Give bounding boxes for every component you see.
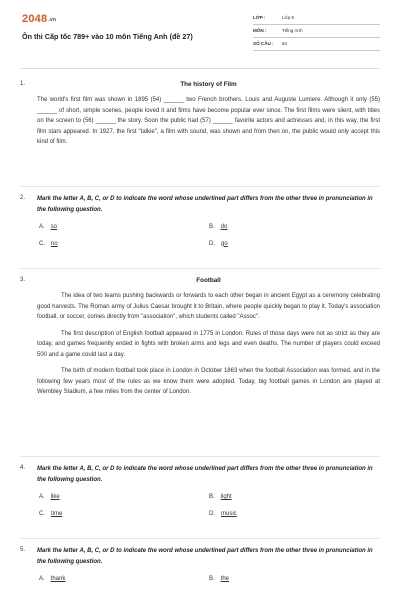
option-word: like [50, 494, 60, 500]
option-c[interactable] [39, 510, 209, 519]
option-letter: D. [209, 510, 215, 517]
logo-suffix: .vn [48, 17, 57, 23]
option-word: light [220, 494, 232, 500]
option-letter: B. [209, 494, 215, 500]
option-letter: A. [39, 224, 45, 230]
passage-text: The world's first film was shown in 1895 (54) ______ two French brothers, Louis and Auguste Lumiere. Although it only (55) ______ of short, simple scenes, people loved it and films have become popular ever since. The first films were silent, with titles on the screen to (56) ______ the story. Soon the public had (57) ______ favorite actors and actresses and, in this way, the first film stars appeared. In 1927, the first "talkie", a film with sound, was shown and from then on, the public would only accept this kind of film. [37, 97, 380, 146]
question-2 [20, 194, 380, 248]
option-word: the [220, 576, 230, 582]
option-d[interactable] [209, 510, 379, 519]
page-header [20, 10, 380, 66]
option-b[interactable] [209, 223, 379, 232]
option-word: do [220, 224, 228, 230]
passage-heading: The history of Film [180, 81, 237, 88]
exam-title: Ôn thi Cấp tốc 789+ vào 10 môn Tiếng Anh (đề 27) [22, 32, 193, 41]
site-logo[interactable] [22, 12, 56, 28]
option-word: time [51, 510, 63, 517]
option-word: no [51, 240, 58, 247]
option-letter: A. [39, 576, 45, 582]
option-a[interactable] [39, 493, 209, 502]
meta-value: Lớp 9 [282, 14, 294, 20]
answer-options [39, 493, 380, 518]
question-divider [20, 186, 380, 187]
option-letter: C. [39, 240, 45, 247]
meta-label: MÔN : [253, 27, 267, 33]
meta-row-subject [253, 25, 380, 38]
question-divider [20, 538, 380, 539]
meta-label: LỚP : [253, 14, 266, 20]
option-letter: C. [39, 510, 45, 517]
option-b[interactable] [209, 575, 379, 584]
passage-paragraph: The birth of modern football took place in London in October 1863 when the football Association was formed, and in the following few years most of the rules as we know them were adopted. Today, big football games in London are played at Wembley Stadium, a few miles from the center of London. [37, 368, 380, 396]
option-b[interactable] [209, 493, 379, 502]
option-d[interactable] [209, 240, 379, 249]
meta-value: Tiếng Anh [282, 27, 303, 33]
answer-options [39, 223, 380, 248]
option-word: so [50, 224, 58, 230]
question-number: 2. [20, 195, 26, 201]
question-instruction: Mark the letter A, B, C, or D to indicate the word whose underlined part differs from the other three in pronunciation in the following question. [37, 196, 373, 213]
meta-row-count [253, 38, 380, 51]
exam-meta [253, 12, 380, 51]
question-divider [20, 456, 380, 457]
meta-row-class [253, 12, 380, 25]
option-letter: A. [39, 494, 45, 500]
option-word: go [221, 240, 228, 247]
question-number: 3. [20, 277, 26, 283]
meta-value: 64 [282, 40, 288, 46]
option-a[interactable] [39, 575, 209, 584]
option-word: music [221, 510, 237, 517]
question-3 [20, 276, 380, 404]
question-instruction: Mark the letter A, B, C, or D to indicate the word whose underlined part differs from the other three in pronunciation in the following question. [37, 548, 373, 565]
question-number: 4. [20, 465, 26, 471]
question-instruction: Mark the letter A, B, C, or D to indicate the word whose underlined part differs from the other three in pronunciation in the following question. [37, 466, 373, 483]
option-a[interactable] [39, 223, 209, 232]
option-letter: D. [209, 240, 215, 247]
question-1 [20, 80, 380, 148]
passage-paragraph: The first description of English football appeared in 1775 in London. Rules of those days were not as strict as they are today, and games frequently ended in fights with broken arms and legs and even deaths. The number of players could exceed 500 and a game could last a day. [37, 330, 380, 358]
logo-main: 2048 [22, 13, 48, 25]
question-number: 1. [20, 81, 26, 87]
question-divider [20, 268, 380, 269]
question-5 [20, 546, 380, 584]
header-divider [20, 68, 380, 69]
passage-paragraph: The idea of two teams pushing backwards or forwards to each other began in ancient Egypt as a ceremony celebrating good harvests. The Roman army of Julius Caesar brought it to Britain, where people quickly began to play it. Today's association football, or soccer, comes directly from "association", which students called "Assoc". [37, 293, 380, 321]
question-number: 5. [20, 547, 26, 553]
option-c[interactable] [39, 240, 209, 249]
question-4 [20, 464, 380, 518]
option-letter: B. [209, 576, 215, 582]
passage-heading: Football [196, 277, 221, 284]
option-letter: B. [209, 224, 215, 230]
answer-options [39, 575, 380, 584]
meta-label: SỐ CÂU : [253, 40, 274, 46]
option-word: thank [50, 576, 66, 582]
